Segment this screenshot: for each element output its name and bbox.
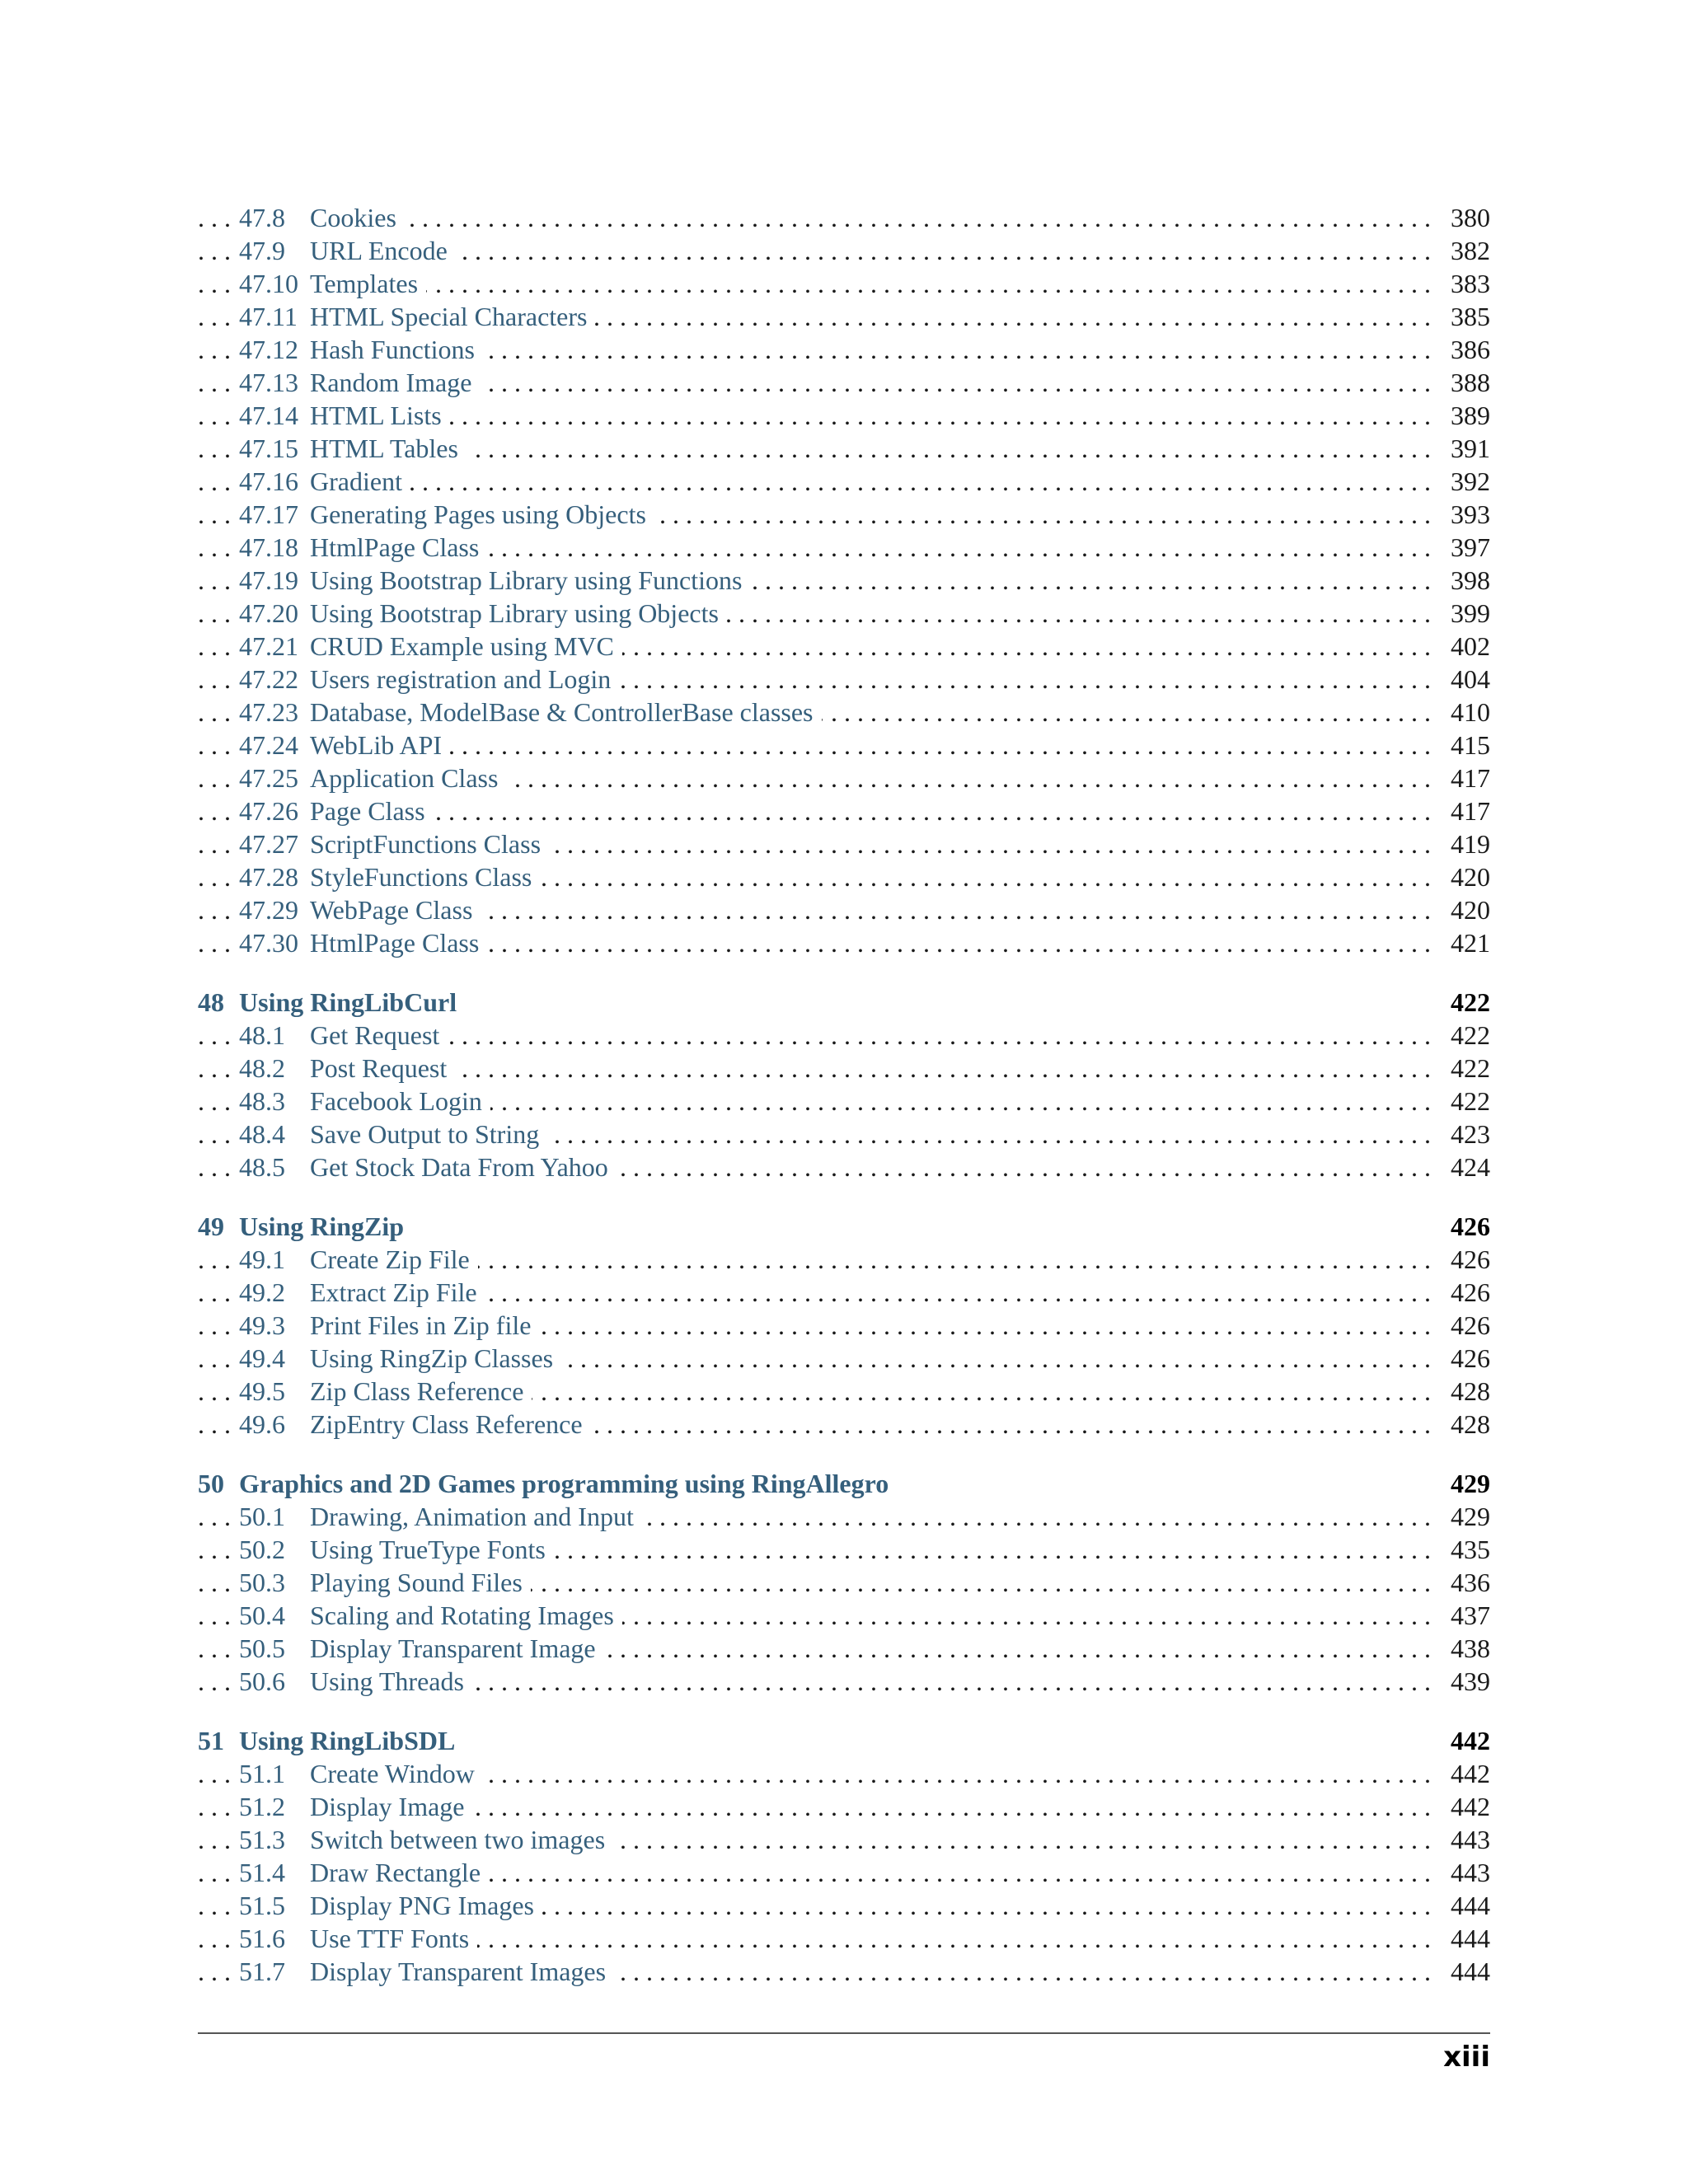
toc-entry[interactable] bbox=[198, 1889, 1490, 1922]
entry-number: 47.8 bbox=[239, 203, 285, 232]
toc-entry[interactable] bbox=[198, 300, 1490, 333]
chapter-number: 51 bbox=[198, 1726, 224, 1755]
entry-number: 50.4 bbox=[239, 1601, 285, 1630]
entry-number: 47.22 bbox=[239, 664, 298, 694]
chapter-title: Graphics and 2D Games programming using RingAllegro bbox=[239, 1469, 889, 1498]
entry-label bbox=[239, 1955, 614, 1988]
entry-number: 48.4 bbox=[239, 1119, 285, 1149]
entry-label bbox=[239, 1085, 490, 1118]
entry-number: 50.1 bbox=[239, 1502, 285, 1531]
entry-title: WebPage Class bbox=[310, 895, 473, 925]
entry-label bbox=[239, 1342, 561, 1375]
toc-chapter-heading[interactable] bbox=[198, 1467, 1490, 1500]
entry-page-number: 443 bbox=[1441, 1856, 1490, 1889]
chapter-page-number: 422 bbox=[1451, 987, 1490, 1017]
entry-title: Random Image bbox=[310, 368, 472, 397]
entry-number: 49.3 bbox=[239, 1310, 285, 1340]
entry-page-number: 442 bbox=[1441, 1757, 1490, 1790]
entry-number: 49.2 bbox=[239, 1277, 285, 1307]
entry-title: URL Encode bbox=[310, 236, 448, 265]
toc-page bbox=[198, 201, 1490, 1988]
entry-label bbox=[239, 1823, 613, 1856]
entry-title: Display PNG Images bbox=[310, 1891, 534, 1920]
entry-number: 51.2 bbox=[239, 1792, 285, 1821]
chapter-page-number: 426 bbox=[1451, 1212, 1490, 1241]
entry-label bbox=[239, 597, 727, 630]
entry-number: 47.27 bbox=[239, 829, 298, 859]
entry-label bbox=[239, 794, 434, 827]
toc-entry[interactable] bbox=[198, 1566, 1490, 1599]
entry-number: 51.6 bbox=[239, 1924, 285, 1953]
entry-title: Hash Functions bbox=[310, 335, 475, 364]
entry-page-number: 438 bbox=[1441, 1632, 1490, 1665]
entry-page-number: 443 bbox=[1441, 1823, 1490, 1856]
toc-entry[interactable] bbox=[198, 630, 1490, 663]
entry-label bbox=[239, 1276, 485, 1309]
entry-number: 47.15 bbox=[239, 434, 298, 463]
entry-page-number: 442 bbox=[1441, 1790, 1490, 1823]
entry-title: Using TrueType Fonts bbox=[310, 1535, 546, 1564]
toc-entry[interactable] bbox=[198, 366, 1490, 399]
entry-title: Templates bbox=[310, 269, 419, 298]
entry-label bbox=[239, 1757, 483, 1790]
entry-label bbox=[239, 729, 450, 762]
entry-page-number: 389 bbox=[1441, 399, 1490, 432]
entry-label bbox=[239, 1665, 472, 1698]
entry-number: 47.9 bbox=[239, 236, 285, 265]
entry-number: 51.1 bbox=[239, 1759, 285, 1788]
entry-label bbox=[239, 1856, 489, 1889]
toc-entry[interactable] bbox=[198, 531, 1490, 564]
entry-number: 47.20 bbox=[239, 598, 298, 628]
toc-entry[interactable] bbox=[198, 201, 1490, 234]
toc-entry[interactable] bbox=[198, 1856, 1490, 1889]
entry-label bbox=[239, 498, 654, 531]
entry-page-number: 426 bbox=[1441, 1276, 1490, 1309]
entry-title: Zip Class Reference bbox=[310, 1376, 524, 1406]
entry-title: HtmlPage Class bbox=[310, 532, 480, 562]
entry-label bbox=[239, 762, 506, 794]
toc-entry[interactable] bbox=[198, 1533, 1490, 1566]
entry-label bbox=[239, 1889, 542, 1922]
entry-page-number: 392 bbox=[1441, 465, 1490, 498]
entry-number: 47.10 bbox=[239, 269, 298, 298]
entry-title: HtmlPage Class bbox=[310, 928, 480, 958]
toc-entry[interactable] bbox=[198, 827, 1490, 860]
entry-page-number: 444 bbox=[1441, 1955, 1490, 1988]
entry-number: 47.16 bbox=[239, 466, 298, 496]
entry-number: 47.23 bbox=[239, 697, 298, 727]
entry-page-number: 428 bbox=[1441, 1375, 1490, 1408]
entry-label bbox=[239, 333, 483, 366]
entry-page-number: 426 bbox=[1441, 1309, 1490, 1342]
toc-chapter-heading[interactable] bbox=[198, 1210, 1490, 1243]
entry-page-number: 424 bbox=[1441, 1151, 1490, 1183]
entry-page-number: 426 bbox=[1441, 1342, 1490, 1375]
entry-title: Create Window bbox=[310, 1759, 475, 1788]
entry-page-number: 380 bbox=[1441, 201, 1490, 234]
entry-page-number: 439 bbox=[1441, 1665, 1490, 1698]
entry-page-number: 422 bbox=[1441, 1052, 1490, 1085]
entry-number: 47.17 bbox=[239, 499, 298, 529]
entry-number: 47.12 bbox=[239, 335, 298, 364]
toc-entry[interactable] bbox=[198, 1790, 1490, 1823]
entry-number: 51.7 bbox=[239, 1957, 285, 1986]
entry-title: Print Files in Zip file bbox=[310, 1310, 532, 1340]
entry-number: 47.19 bbox=[239, 565, 298, 595]
entry-number: 47.25 bbox=[239, 763, 298, 793]
entry-title: Display Image bbox=[310, 1792, 465, 1821]
entry-title: HTML Tables bbox=[310, 434, 458, 463]
toc-entry[interactable] bbox=[198, 1665, 1490, 1698]
entry-label bbox=[239, 201, 405, 234]
entry-title: Using Bootstrap Library using Functions bbox=[310, 565, 743, 595]
entry-number: 50.3 bbox=[239, 1568, 285, 1597]
entry-label bbox=[239, 1118, 547, 1151]
toc-entry[interactable] bbox=[198, 1922, 1490, 1955]
toc-chapter-heading[interactable] bbox=[198, 1724, 1490, 1757]
entry-title: Extract Zip File bbox=[310, 1277, 477, 1307]
entry-title: Generating Pages using Objects bbox=[310, 499, 646, 529]
entry-number: 50.6 bbox=[239, 1666, 285, 1696]
entry-title: Users registration and Login bbox=[310, 664, 612, 694]
toc-entry[interactable] bbox=[198, 1085, 1490, 1118]
entry-page-number: 422 bbox=[1441, 1085, 1490, 1118]
entry-label bbox=[239, 893, 481, 926]
toc-entry[interactable] bbox=[198, 1500, 1490, 1533]
entry-label bbox=[239, 267, 426, 300]
entry-page-number: 399 bbox=[1441, 597, 1490, 630]
entry-title: WebLib API bbox=[310, 730, 443, 760]
toc-entry[interactable] bbox=[198, 564, 1490, 597]
entry-label bbox=[239, 1309, 539, 1342]
toc-entry[interactable] bbox=[198, 432, 1490, 465]
entry-label bbox=[239, 1243, 478, 1276]
toc-entry[interactable] bbox=[198, 597, 1490, 630]
entry-page-number: 382 bbox=[1441, 234, 1490, 267]
table-of-contents bbox=[198, 201, 1490, 1988]
entry-page-number: 444 bbox=[1441, 1889, 1490, 1922]
entry-page-number: 398 bbox=[1441, 564, 1490, 597]
entry-title: CRUD Example using MVC bbox=[310, 631, 614, 661]
toc-entry[interactable] bbox=[198, 399, 1490, 432]
entry-page-number: 444 bbox=[1441, 1922, 1490, 1955]
entry-page-number: 410 bbox=[1441, 696, 1490, 729]
entry-title: Playing Sound Files bbox=[310, 1568, 523, 1597]
entry-number: 50.5 bbox=[239, 1633, 285, 1663]
entry-page-number: 404 bbox=[1441, 663, 1490, 696]
chapter-page-number: 442 bbox=[1451, 1726, 1490, 1755]
entry-page-number: 388 bbox=[1441, 366, 1490, 399]
entry-number: 51.5 bbox=[239, 1891, 285, 1920]
entry-label bbox=[239, 399, 450, 432]
toc-entry[interactable] bbox=[198, 1632, 1490, 1665]
entry-label bbox=[239, 234, 456, 267]
entry-number: 49.5 bbox=[239, 1376, 285, 1406]
toc-entry[interactable] bbox=[198, 1955, 1490, 1988]
entry-label bbox=[239, 1151, 617, 1183]
entry-page-number: 383 bbox=[1441, 267, 1490, 300]
toc-entry[interactable] bbox=[198, 1823, 1490, 1856]
entry-label bbox=[239, 1375, 532, 1408]
entry-number: 48.5 bbox=[239, 1152, 285, 1182]
entry-title: HTML Special Characters bbox=[310, 302, 588, 331]
entry-page-number: 386 bbox=[1441, 333, 1490, 366]
entry-label bbox=[239, 432, 467, 465]
toc-entry[interactable] bbox=[198, 1276, 1490, 1309]
entry-page-number: 423 bbox=[1441, 1118, 1490, 1151]
chapter-number: 50 bbox=[198, 1469, 224, 1498]
toc-entry[interactable] bbox=[198, 729, 1490, 762]
entry-page-number: 428 bbox=[1441, 1408, 1490, 1441]
entry-number: 48.3 bbox=[239, 1086, 285, 1116]
entry-page-number: 417 bbox=[1441, 794, 1490, 827]
entry-title: Display Transparent Images bbox=[310, 1957, 607, 1986]
toc-entry[interactable] bbox=[198, 762, 1490, 794]
entry-page-number: 417 bbox=[1441, 762, 1490, 794]
entry-number: 47.28 bbox=[239, 862, 298, 892]
entry-page-number: 419 bbox=[1441, 827, 1490, 860]
entry-label bbox=[239, 860, 540, 893]
toc-entry[interactable] bbox=[198, 1151, 1490, 1183]
toc-entry[interactable] bbox=[198, 498, 1490, 531]
entry-title: ScriptFunctions Class bbox=[310, 829, 542, 859]
entry-page-number: 391 bbox=[1441, 432, 1490, 465]
entry-label bbox=[239, 1019, 448, 1052]
entry-label bbox=[239, 926, 487, 959]
entry-page-number: 415 bbox=[1441, 729, 1490, 762]
entry-number: 48.2 bbox=[239, 1053, 285, 1083]
entry-title: Switch between two images bbox=[310, 1825, 606, 1854]
chapter-title: Using RingLibCurl bbox=[239, 987, 457, 1017]
entry-label bbox=[239, 1566, 531, 1599]
entry-page-number: 420 bbox=[1441, 893, 1490, 926]
entry-title: Cookies bbox=[310, 203, 396, 232]
toc-entry[interactable] bbox=[198, 860, 1490, 893]
toc-entry[interactable] bbox=[198, 333, 1490, 366]
entry-title: Using Threads bbox=[310, 1666, 464, 1696]
entry-number: 51.3 bbox=[239, 1825, 285, 1854]
entry-title: Draw Rectangle bbox=[310, 1858, 481, 1887]
entry-label bbox=[239, 531, 487, 564]
toc-entry[interactable] bbox=[198, 1309, 1490, 1342]
entry-label bbox=[239, 1500, 642, 1533]
toc-entry[interactable] bbox=[198, 1019, 1490, 1052]
entry-title: Database, ModelBase & ControllerBase classes bbox=[310, 697, 814, 727]
entry-title: Create Zip File bbox=[310, 1244, 470, 1274]
toc-entry[interactable] bbox=[198, 663, 1490, 696]
entry-number: 47.21 bbox=[239, 631, 298, 661]
toc-chapter-heading[interactable] bbox=[198, 986, 1490, 1019]
entry-title: Use TTF Fonts bbox=[310, 1924, 470, 1953]
entry-label bbox=[239, 1599, 622, 1632]
entry-page-number: 393 bbox=[1441, 498, 1490, 531]
entry-title: Get Request bbox=[310, 1020, 440, 1050]
entry-page-number: 426 bbox=[1441, 1243, 1490, 1276]
entry-label bbox=[239, 1790, 473, 1823]
toc-entry[interactable] bbox=[198, 1342, 1490, 1375]
entry-number: 47.26 bbox=[239, 796, 298, 826]
entry-title: Scaling and Rotating Images bbox=[310, 1601, 614, 1630]
entry-label bbox=[239, 696, 822, 729]
entry-title: Using Bootstrap Library using Objects bbox=[310, 598, 719, 628]
entry-label bbox=[239, 1922, 477, 1955]
entry-number: 47.24 bbox=[239, 730, 298, 760]
toc-entry[interactable] bbox=[198, 1243, 1490, 1276]
entry-number: 47.30 bbox=[239, 928, 298, 958]
entry-page-number: 436 bbox=[1441, 1566, 1490, 1599]
entry-title: Facebook Login bbox=[310, 1086, 482, 1116]
toc-entry[interactable] bbox=[198, 1757, 1490, 1790]
entry-number: 48.1 bbox=[239, 1020, 285, 1050]
entry-page-number: 435 bbox=[1441, 1533, 1490, 1566]
entry-label bbox=[239, 366, 480, 399]
entry-number: 51.4 bbox=[239, 1858, 285, 1887]
toc-entry[interactable] bbox=[198, 1118, 1490, 1151]
entry-label bbox=[239, 1533, 554, 1566]
toc-entry[interactable] bbox=[198, 1375, 1490, 1408]
toc-entry[interactable] bbox=[198, 696, 1490, 729]
entry-label bbox=[239, 1632, 604, 1665]
chapter-title: Using RingLibSDL bbox=[239, 1726, 456, 1755]
entry-title: HTML Lists bbox=[310, 401, 442, 430]
entry-title: Application Class bbox=[310, 763, 499, 793]
entry-label bbox=[239, 300, 595, 333]
footer-divider bbox=[198, 2032, 1490, 2034]
entry-number: 47.18 bbox=[239, 532, 298, 562]
toc-entry[interactable] bbox=[198, 1052, 1490, 1085]
entry-number: 50.2 bbox=[239, 1535, 285, 1564]
entry-title: Gradient bbox=[310, 466, 402, 496]
entry-title: Drawing, Animation and Input bbox=[310, 1502, 634, 1531]
toc-entry[interactable] bbox=[198, 926, 1490, 959]
entry-label bbox=[239, 630, 622, 663]
entry-number: 49.6 bbox=[239, 1409, 285, 1439]
chapter-title: Using RingZip bbox=[239, 1212, 405, 1241]
entry-number: 47.29 bbox=[239, 895, 298, 925]
toc-entry[interactable] bbox=[198, 267, 1490, 300]
entry-number: 49.1 bbox=[239, 1244, 285, 1274]
entry-title: ZipEntry Class Reference bbox=[310, 1409, 583, 1439]
entry-page-number: 402 bbox=[1441, 630, 1490, 663]
chapter-number: 48 bbox=[198, 987, 224, 1017]
entry-page-number: 421 bbox=[1441, 926, 1490, 959]
entry-label bbox=[239, 465, 410, 498]
chapter-page-number: 429 bbox=[1451, 1469, 1490, 1498]
chapter-number: 49 bbox=[198, 1212, 224, 1241]
toc-entry[interactable] bbox=[198, 794, 1490, 827]
entry-page-number: 422 bbox=[1441, 1019, 1490, 1052]
entry-title: Post Request bbox=[310, 1053, 448, 1083]
entry-title: Get Stock Data From Yahoo bbox=[310, 1152, 608, 1182]
entry-title: Page Class bbox=[310, 796, 425, 826]
entry-title: Display Transparent Image bbox=[310, 1633, 596, 1663]
entry-number: 47.14 bbox=[239, 401, 298, 430]
page-number: xiii bbox=[1443, 2041, 1490, 2074]
entry-title: StyleFunctions Class bbox=[310, 862, 532, 892]
entry-label bbox=[239, 663, 619, 696]
toc-entry[interactable] bbox=[198, 234, 1490, 267]
entry-title: Save Output to String bbox=[310, 1119, 540, 1149]
entry-number: 47.13 bbox=[239, 368, 298, 397]
entry-number: 49.4 bbox=[239, 1343, 285, 1373]
entry-page-number: 397 bbox=[1441, 531, 1490, 564]
entry-page-number: 420 bbox=[1441, 860, 1490, 893]
entry-label bbox=[239, 1408, 591, 1441]
entry-page-number: 429 bbox=[1441, 1500, 1490, 1533]
entry-page-number: 385 bbox=[1441, 300, 1490, 333]
entry-label bbox=[239, 564, 750, 597]
entry-page-number: 437 bbox=[1441, 1599, 1490, 1632]
entry-number: 47.11 bbox=[239, 302, 298, 331]
toc-entry[interactable] bbox=[198, 1599, 1490, 1632]
toc-entry[interactable] bbox=[198, 465, 1490, 498]
entry-label bbox=[239, 827, 549, 860]
entry-title: Using RingZip Classes bbox=[310, 1343, 554, 1373]
toc-entry[interactable] bbox=[198, 893, 1490, 926]
toc-entry[interactable] bbox=[198, 1408, 1490, 1441]
entry-label bbox=[239, 1052, 455, 1085]
